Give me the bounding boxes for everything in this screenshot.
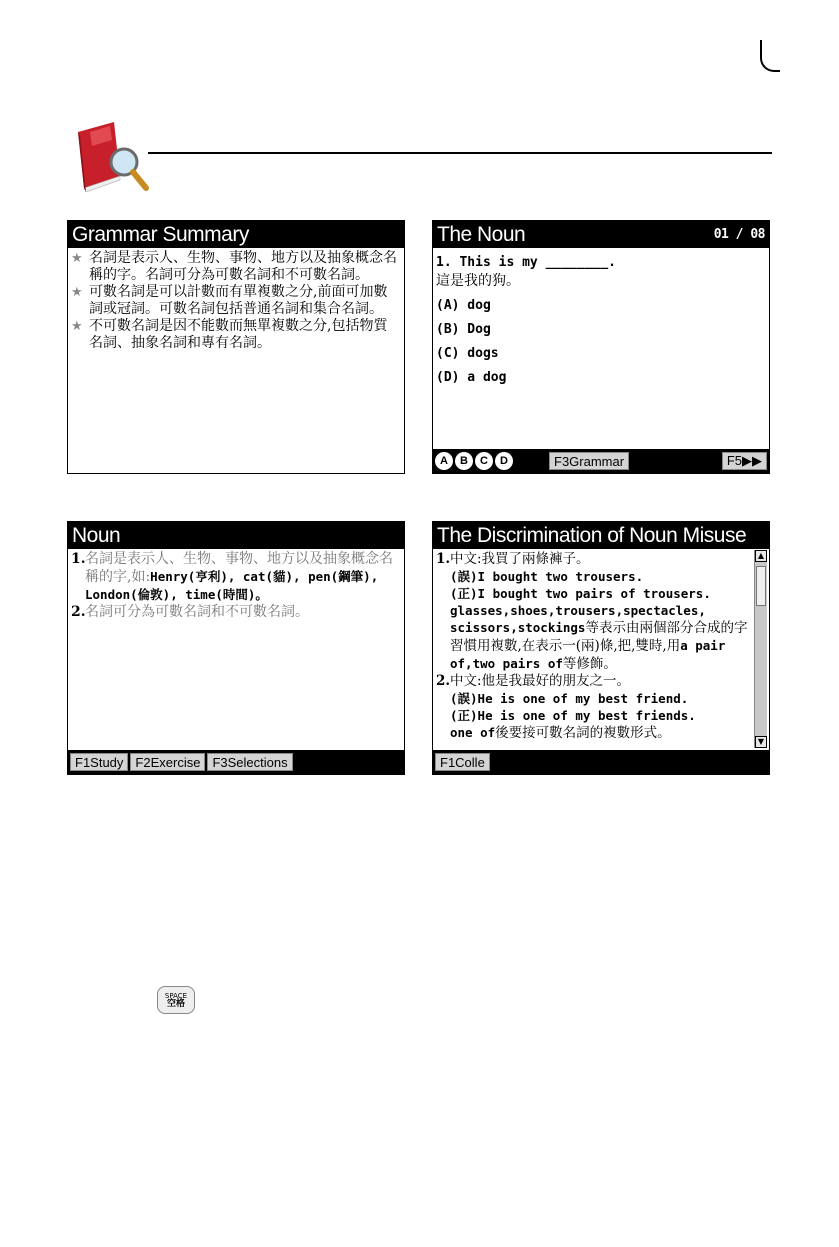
discrimination-bottombar: [433, 750, 769, 774]
screen-title: The Discrimination of Noun Misuse: [437, 523, 747, 547]
wrong-sentence: (誤)I bought two trousers.: [450, 569, 644, 584]
right-sentence: (正)He is one of my best friends.: [450, 708, 696, 723]
grammar-summary-screen: [67, 220, 405, 474]
answer-b-button[interactable]: B: [455, 452, 473, 470]
answer-c-button[interactable]: C: [475, 452, 493, 470]
f2-exercise-button[interactable]: F2Exercise: [130, 753, 205, 771]
explanation: [436, 724, 750, 742]
explanation-zh: 等表示由兩個部分合成的字習慣用複數,在表示一(兩)條,把,雙時,用: [450, 620, 748, 654]
item-number: 2.: [71, 604, 86, 620]
scroll-up-icon[interactable]: ▲: [755, 550, 767, 562]
screen-title: Grammar Summary: [72, 222, 249, 246]
space-key-icon: [157, 986, 195, 1014]
scroll-thumb[interactable]: [756, 566, 766, 606]
noun-bottombar: [68, 750, 404, 774]
page-tab-decoration: [760, 40, 780, 72]
summary-item: [71, 284, 401, 318]
star-icon: ★: [71, 319, 83, 334]
space-key-label-en: SPACE: [164, 992, 188, 1000]
answer-circles: [435, 452, 513, 470]
the-noun-screen: [432, 220, 770, 474]
question-counter: 01 / 08: [713, 227, 765, 242]
question-translation: 這是我的狗。: [436, 273, 520, 289]
grammar-summary-titlebar: [68, 221, 404, 248]
grammar-summary-content: [68, 248, 404, 473]
list-item: [436, 673, 750, 690]
explanation-eng: scissors,stockings: [450, 620, 586, 635]
option-a[interactable]: (A) dog: [436, 298, 491, 313]
screen-title: Noun: [72, 523, 121, 547]
example-words: glasses,shoes,trousers,spectacles,: [450, 603, 706, 618]
summary-text: 不可數名詞是因不能數而無單複數之分,包括物質名詞、抽象名詞和專有名詞。: [89, 318, 388, 351]
f3-selections-button[interactable]: F3Selections: [207, 753, 292, 771]
option-d[interactable]: (D) a dog: [436, 370, 507, 385]
the-noun-content: [433, 248, 769, 449]
item-text: [85, 551, 401, 604]
discrimination-titlebar: [433, 522, 769, 549]
item-zh: 中文:他是我最好的朋友之一。: [450, 673, 631, 689]
item-text-zh: 名詞是表示人、生物、事物、地方以及抽象概念名稱的字,如:: [85, 551, 393, 585]
explanation-eng: one of: [450, 725, 496, 740]
right-sentence: (正)I bought two pairs of trousers.: [450, 586, 711, 601]
question-text: 1. This is my ________.: [436, 255, 617, 270]
star-icon: ★: [71, 285, 83, 300]
item-number: 2.: [436, 673, 451, 689]
f5-next-button[interactable]: F5▶▶: [722, 452, 767, 470]
item-examples: Henry(亨利), cat(貓), pen(鋼筆), London(倫敦), time(時間)。: [85, 569, 379, 602]
book-magnifier-icon: [70, 118, 150, 194]
explanation-zh: 等修飾。: [562, 656, 617, 672]
list-item: [436, 551, 750, 568]
f1-collect-button[interactable]: F1Colle: [435, 753, 490, 771]
discrimination-content: [433, 549, 753, 750]
summary-item: [71, 250, 401, 284]
item-zh: 中文:我買了兩條褲子。: [450, 551, 590, 567]
explanation-zh: 後要接可數名詞的複數形式。: [495, 725, 671, 741]
item-number: 1.: [71, 551, 86, 567]
option-c[interactable]: (C) dogs: [436, 346, 499, 361]
star-icon: ★: [71, 251, 83, 266]
screen-title: The Noun: [437, 222, 526, 246]
item-text-zh: 名詞可分為: [85, 604, 155, 620]
list-item: [71, 551, 401, 604]
explanation-eng: a pair of,two pairs of: [450, 638, 726, 671]
summary-text: 可數名詞是可以計數而有單複數之分,前面可加數詞或冠詞。可數名詞包括普通名詞和集合名詞。: [89, 284, 388, 317]
countable-link[interactable]: 可數名詞: [155, 604, 211, 620]
discrimination-screen: [432, 521, 770, 775]
answer-a-button[interactable]: A: [435, 452, 453, 470]
item-text-zh: 和: [211, 604, 225, 620]
header-rule: [148, 152, 772, 154]
scrollbar[interactable]: [754, 550, 767, 748]
answer-d-button[interactable]: D: [495, 452, 513, 470]
item-number: 1.: [436, 551, 451, 567]
list-item: [71, 604, 401, 621]
noun-titlebar: [68, 522, 404, 549]
option-b[interactable]: (B) Dog: [436, 322, 491, 337]
noun-content: [68, 549, 404, 750]
item-text-zh: 。: [295, 604, 309, 620]
space-key-label-zh: 空格: [166, 999, 185, 1009]
f1-study-button[interactable]: F1Study: [70, 753, 128, 771]
the-noun-titlebar: [433, 221, 769, 248]
summary-item: [71, 318, 401, 352]
scroll-down-icon[interactable]: ▼: [755, 736, 767, 748]
explanation: [436, 619, 750, 673]
wrong-sentence: (誤)He is one of my best friend.: [450, 691, 689, 706]
f3-grammar-button[interactable]: F3Grammar: [549, 452, 629, 470]
item-text: [85, 604, 309, 621]
the-noun-bottombar: [433, 449, 769, 473]
noun-screen: [67, 521, 405, 775]
summary-text: 名詞是表示人、生物、事物、地方以及抽象概念名稱的字。名詞可分為可數名詞和不可數名詞。: [89, 250, 397, 283]
uncountable-link[interactable]: 不可數名詞: [225, 604, 295, 620]
